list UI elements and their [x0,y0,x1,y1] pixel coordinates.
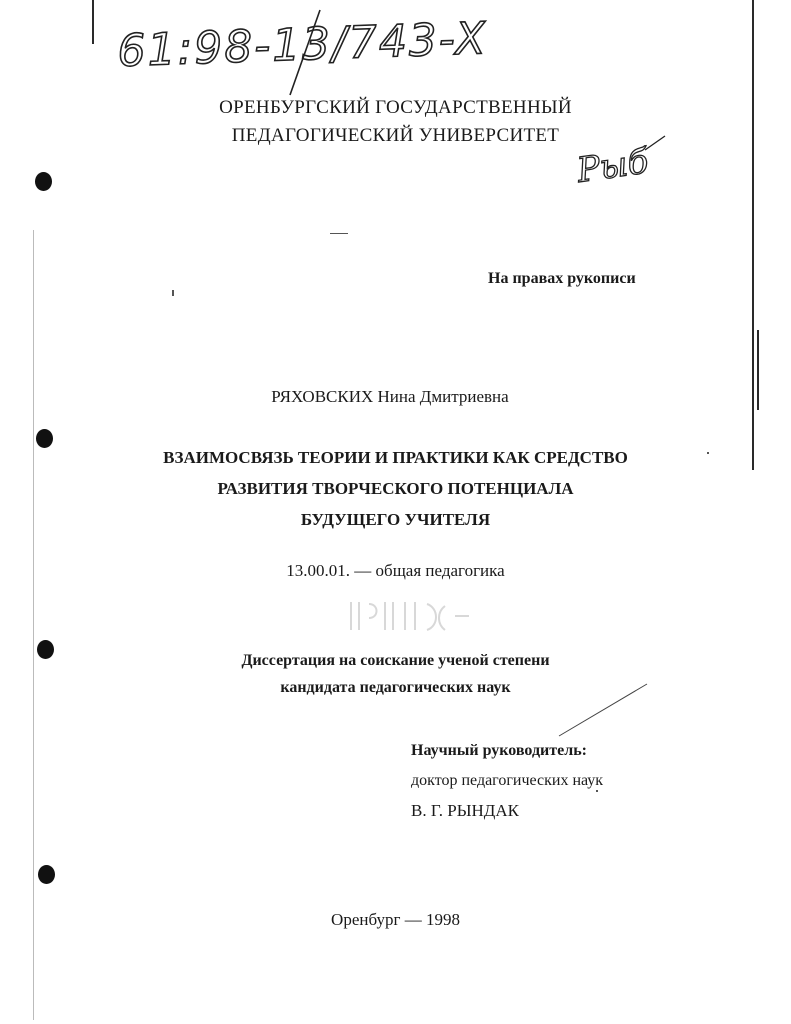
dissertation-title [0,442,791,535]
supervisor-label: Научный руководитель: [411,742,587,759]
scan-edge-left-lower [33,230,34,1020]
university-line-2: ПЕДАГОГИЧЕСКИЙ УНИВЕРСИТЕТ [231,125,560,146]
title-line-2: РАЗВИТИЯ ТВОРЧЕСКОГО ПОТЕНЦИАЛА [217,479,574,498]
handwritten-archive-code [0,0,791,100]
punch-hole [38,865,55,884]
title-line-3: БУДУЩЕГО УЧИТЕЛЯ [300,510,491,529]
pencil-slash-mark [555,680,655,740]
scan-speck [172,290,174,296]
university-line-1: ОРЕНБУРГСКИЙ ГОСУДАРСТВЕННЫЙ [219,97,572,118]
faint-stamp [345,596,485,636]
punch-hole [35,172,52,191]
place-and-year: Оренбург — 1998 [331,910,460,929]
supervisor-name: В. Г. РЫНДАК [411,801,520,820]
university-name [0,94,791,150]
manuscript-note: На правах рукописи [488,270,636,287]
signature-text: Рыб [575,141,651,191]
degree-statement [0,647,791,701]
degree-line-2: кандидата педагогических наук [280,679,511,696]
handwritten-code-text: 61:98-13/743-X [116,13,489,77]
degree-line-1: Диссертация на соискание ученой степени [241,652,550,669]
author-name: РЯХОВСКИХ Нина Дмитриевна [271,387,509,406]
title-line-1: ВЗАИМОСВЯЗЬ ТЕОРИИ И ПРАКТИКИ КАК СРЕДСТВО [163,448,628,467]
supervisor-degree: доктор педагогических наук [411,772,604,789]
scan-speck [330,233,348,234]
specialty-code: 13.00.01. — общая педагогика [286,561,505,580]
supervisor-block [411,736,603,826]
